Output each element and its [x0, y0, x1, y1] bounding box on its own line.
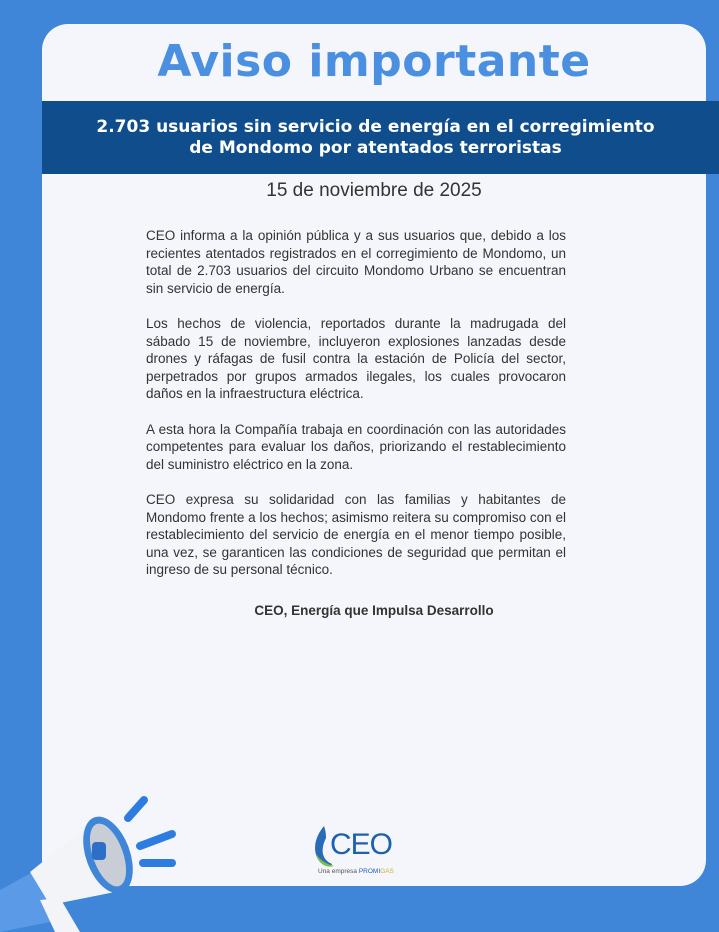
headline: 2.703 usuarios sin servicio de energía en el corregimiento de Mondomo por atentados terroristas: [96, 116, 655, 158]
logo-text: CEO: [330, 828, 393, 861]
ceo-logo: [310, 822, 406, 880]
paragraph: Los hechos de violencia, reportados durante la madrugada del sábado 15 de noviembre, incluyeron explosiones lanzadas desde drones y ráfagas de fusil contra la estación de Policía del sector, perpetrados por grupos armados ilegales, los cuales provocaron daños en la infraestructura eléctrica.: [146, 315, 566, 402]
logo-tagline: Una empresa PROMIGAS: [318, 868, 394, 875]
page-title: Aviso importante: [157, 36, 591, 87]
megaphone-icon: [0, 780, 190, 932]
paragraph: CEO informa a la opinión pública y a sus usuarios que, debido a los recientes atentados registrados en el corregimiento de Mondomo, un total de 2.703 usuarios del circuito Mondomo Urbano se encuentran sin servicio de energía.: [146, 228, 566, 296]
paragraph: A esta hora la Compañía trabaja en coordinación con las autoridades competentes para evaluar los daños, priorizando el restablecimiento del suministro eléctrico en la zona.: [146, 421, 566, 472]
signature: CEO, Energía que Impulsa Desarrollo: [254, 603, 494, 618]
headline-band: [42, 101, 719, 174]
body-text: [146, 227, 566, 596]
date: 15 de noviembre de 2025: [266, 180, 482, 201]
paragraph: CEO expresa su solidaridad con las familias y habitantes de Mondomo frente a los hechos; asimismo reitera su compromiso con el restablecimiento del servicio de energía en el menor tiempo posible, una vez, se garanticen las condiciones de seguridad que permitan el ingreso de su personal técnico.: [146, 491, 566, 578]
